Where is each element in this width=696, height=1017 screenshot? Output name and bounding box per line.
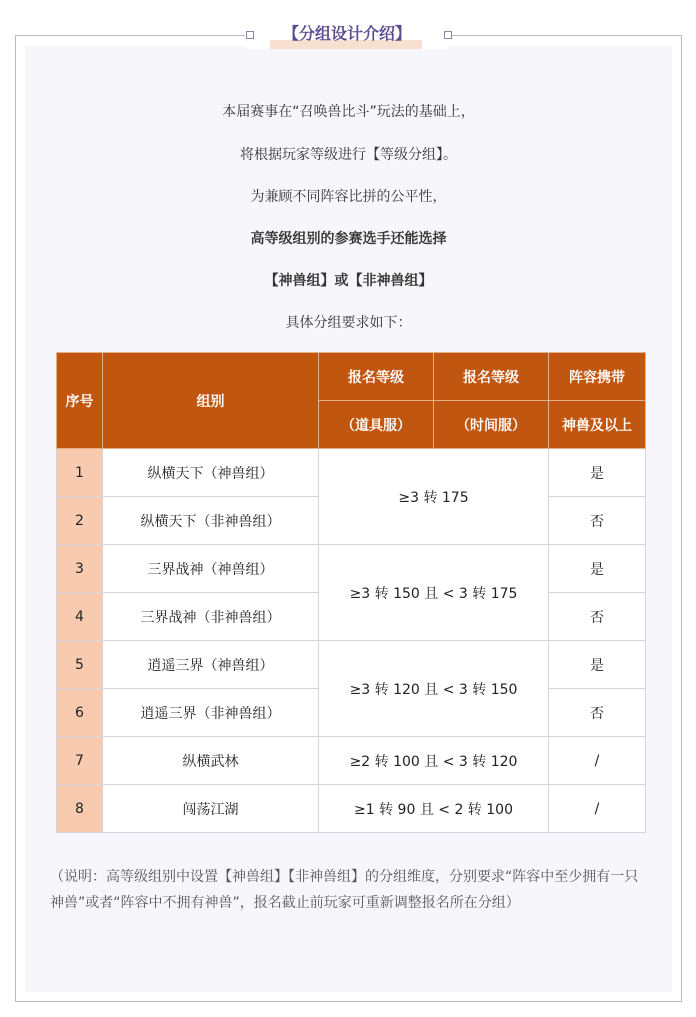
header-level-time: 报名等级 xyxy=(434,353,549,401)
intro-line-4: 高等级组别的参赛选手还能选择 xyxy=(250,231,447,247)
row-group: 逍遥三界（神兽组） xyxy=(103,641,319,689)
row-index: 4 xyxy=(57,593,103,641)
intro-line-2: 将根据玩家等级进行【等级分组】。 xyxy=(240,147,457,163)
table-row xyxy=(57,449,646,497)
row-group: 纵横天下（非神兽组） xyxy=(103,497,319,545)
row-group: 纵横武林 xyxy=(103,737,319,785)
table-row xyxy=(57,737,646,785)
row-index: 5 xyxy=(57,641,103,689)
section-title: 【分组设计介绍】 xyxy=(282,24,411,43)
row-index: 6 xyxy=(57,689,103,737)
row-group: 逍遥三界（非神兽组） xyxy=(103,689,319,737)
row-beast: 是 xyxy=(549,449,646,497)
header-item-server: （道具服） xyxy=(319,401,434,449)
table-row xyxy=(57,641,646,689)
table-row xyxy=(57,785,646,833)
table-row xyxy=(57,545,646,593)
row-group: 三界战神（神兽组） xyxy=(103,545,319,593)
row-level: ≥2 转 100 且 < 3 转 120 xyxy=(319,737,549,785)
row-group: 三界战神（非神兽组） xyxy=(103,593,319,641)
row-index: 8 xyxy=(57,785,103,833)
intro-line-1: 本届赛事在“召唤兽比斗”玩法的基础上， xyxy=(222,104,475,120)
header-beast: 神兽及以上 xyxy=(549,401,646,449)
row-level: ≥3 转 175 xyxy=(319,449,549,545)
row-index: 2 xyxy=(57,497,103,545)
row-beast: / xyxy=(549,737,646,785)
intro-line-3: 为兼顾不同阵容比拼的公平性， xyxy=(250,189,447,205)
row-beast: 否 xyxy=(549,689,646,737)
row-index: 7 xyxy=(57,737,103,785)
intro-line-6: 具体分组要求如下： xyxy=(285,315,412,331)
row-group: 闯荡江湖 xyxy=(103,785,319,833)
row-group: 纵横天下（神兽组） xyxy=(103,449,319,497)
header-group: 组别 xyxy=(103,353,319,449)
intro-line-5: 【神兽组】或【非神兽组】 xyxy=(264,273,433,289)
row-beast: 否 xyxy=(549,593,646,641)
header-index: 序号 xyxy=(57,353,103,449)
header-level-item: 报名等级 xyxy=(319,353,434,401)
row-index: 1 xyxy=(57,449,103,497)
row-beast: 否 xyxy=(549,497,646,545)
row-beast: / xyxy=(549,785,646,833)
row-level: ≥3 转 120 且 < 3 转 150 xyxy=(319,641,549,737)
header-lineup: 阵容携带 xyxy=(549,353,646,401)
note-text: （说明：高等级组别中设置【神兽组】【非神兽组】的分组维度，分别要求“阵容中至少拥有一只神兽”或者“阵容中不拥有神兽”，报名截止前玩家可重新调整报名所在分组） xyxy=(50,869,639,911)
row-beast: 是 xyxy=(549,641,646,689)
header-time-server: （时间服） xyxy=(434,401,549,449)
row-index: 3 xyxy=(57,545,103,593)
row-level: ≥3 转 150 且 < 3 转 175 xyxy=(319,545,549,641)
row-level: ≥1 转 90 且 < 2 转 100 xyxy=(319,785,549,833)
group-table xyxy=(56,352,646,833)
row-beast: 是 xyxy=(549,545,646,593)
